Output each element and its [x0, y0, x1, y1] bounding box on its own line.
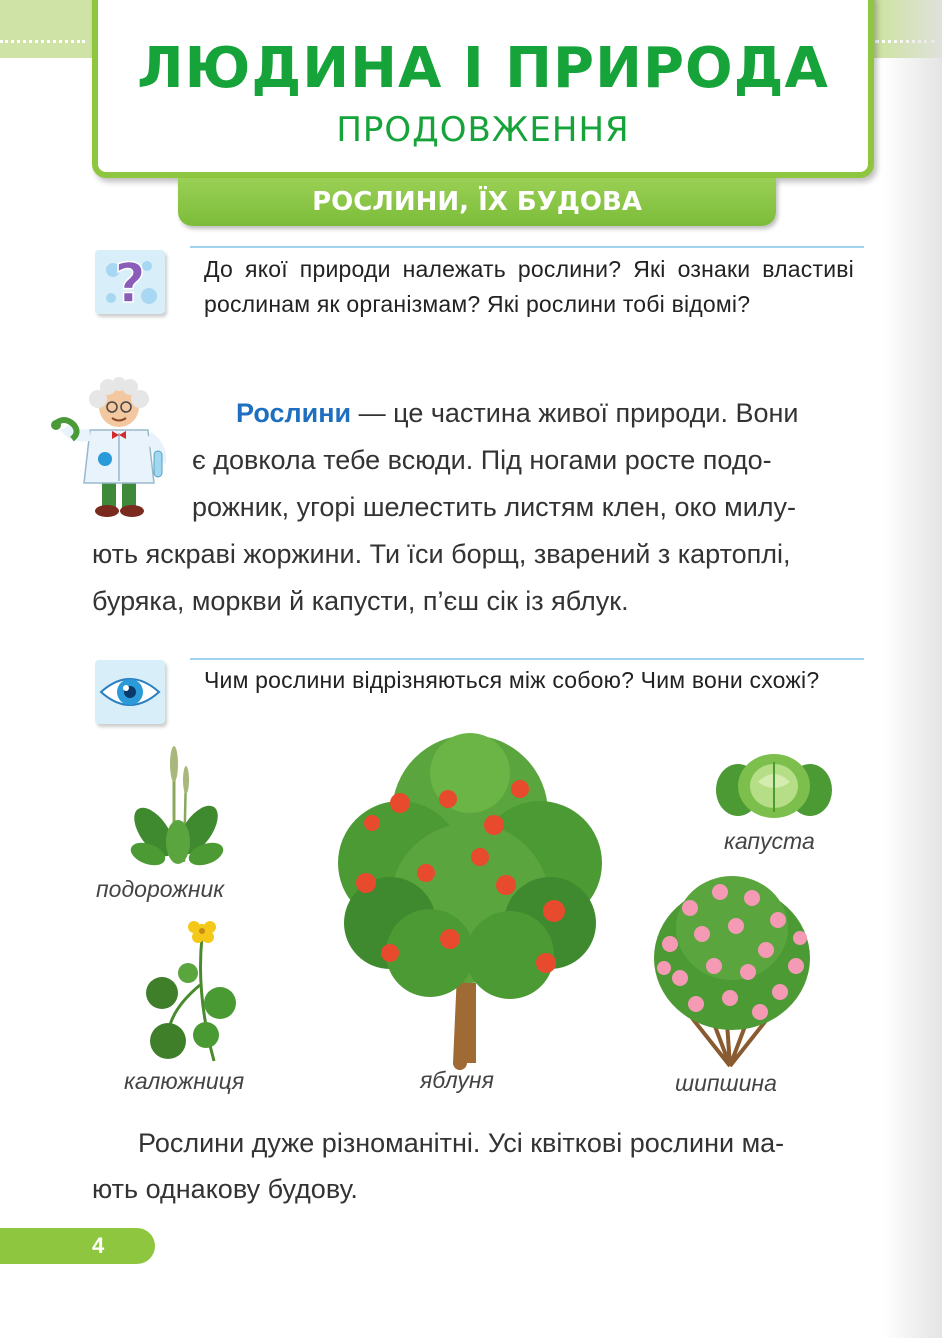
question-mark-icon [95, 250, 165, 314]
question-text-1: До якої природи належать рослини? Які ознаки властиві рослинам як організмам? Які рослини тобі відомі? [204, 256, 854, 317]
question-icon-box [95, 250, 165, 314]
plantain-illustration [128, 742, 223, 867]
intro-line-1-rest: — це частина живої природи. Вони [351, 398, 799, 428]
page-number-tab [0, 1228, 155, 1264]
apple-tree-illustration [330, 733, 610, 1063]
intro-line-4: ють яскраві жоржини. Ти їси борщ, зварений з картоплі, [92, 539, 791, 569]
section-title-banner: РОСЛИНИ, ЇХ БУДОВА [178, 178, 776, 226]
eye-icon-box [95, 660, 165, 724]
term-plants: Рослини [236, 398, 352, 428]
caption-cabbage: капуста [724, 828, 815, 854]
page-spine-shadow [882, 0, 942, 1338]
intro-line-2: є довкола тебе всюди. Під ногами росте подо- [192, 445, 772, 475]
caption-apple-tree: яблуня [420, 1067, 494, 1093]
cabbage-illustration [718, 742, 830, 820]
caption-marsh-marigold: калюжниця [124, 1068, 245, 1094]
page-title: ЛЮДИНА І ПРИРОДА [137, 36, 829, 101]
closing-line-2: ють однакову будову. [92, 1174, 358, 1204]
intro-line-3: рожник, угорі шелестить листям клен, око милу- [192, 492, 797, 522]
caption-rosehip: шипшина [675, 1070, 777, 1096]
svg-text:?: ? [114, 252, 146, 314]
question-text-2: Чим рослини відрізняються між собою? Чим вони схожі? [204, 667, 820, 693]
dotted-line-left [0, 40, 85, 43]
caption-plantain: подорожник [96, 876, 225, 902]
eye-icon [95, 660, 165, 724]
marsh-marigold-illustration [140, 915, 250, 1065]
question-divider-line [190, 246, 864, 248]
closing-line-1: Рослини дуже різноманітні. Усі квіткові рослини ма- [138, 1128, 785, 1158]
page-subtitle: ПРОДОВЖЕННЯ [336, 110, 630, 150]
observe-divider-line [190, 658, 864, 660]
professor-character-illustration [50, 375, 180, 520]
rosehip-illustration [650, 868, 815, 1068]
intro-line-1 [236, 390, 799, 437]
page-number: 4 [92, 1233, 105, 1258]
intro-line-5: буряка, моркви й капусти, п’єш сік із яблук. [92, 586, 629, 616]
